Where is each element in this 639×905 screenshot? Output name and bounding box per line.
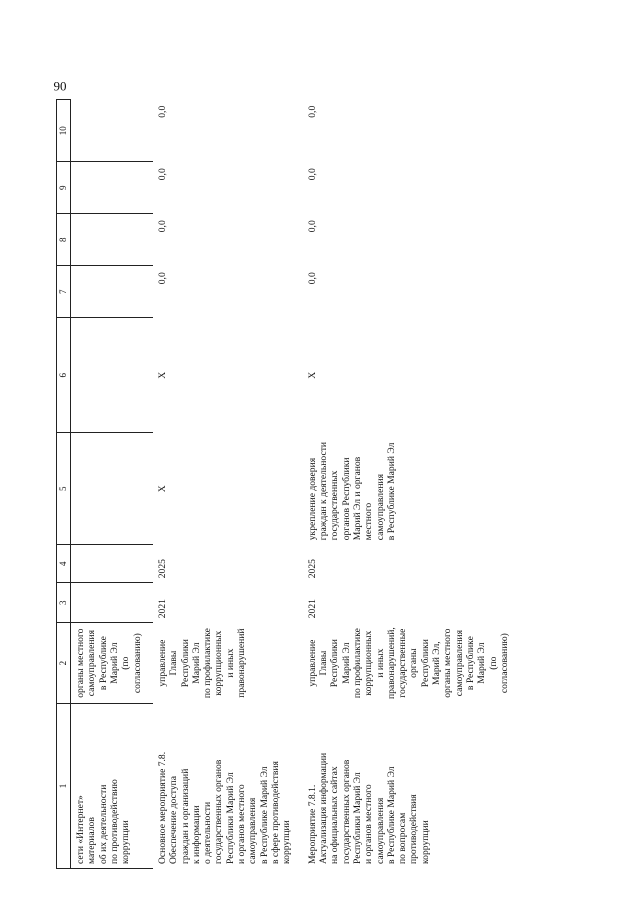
- value-col7: 0,0: [156, 272, 168, 285]
- table-row: [153, 100, 303, 869]
- column-header: 4: [57, 545, 71, 583]
- column-number-row: [57, 100, 71, 869]
- value-col9: [71, 162, 153, 214]
- expected-result: [71, 433, 153, 545]
- end-year: [71, 545, 153, 583]
- indicator: [71, 318, 153, 433]
- column-header: 1: [57, 704, 71, 869]
- responsible-executor: управление Главы Республики Марий Эл по профилактике коррупционных и иных правонарушений: [156, 628, 248, 699]
- column-header: 8: [57, 214, 71, 266]
- table-row: [71, 100, 153, 869]
- column-header: 2: [57, 623, 71, 704]
- expected-result: укрепление доверия граждан к деятельности государственных органов Республики Марий Эл и органов местного самоуправления в Республике Марий Эл: [306, 441, 397, 541]
- value-col8: 0,0: [156, 220, 168, 233]
- value-col10: [71, 100, 153, 162]
- value-col7: [71, 266, 153, 318]
- column-header: 9: [57, 162, 71, 214]
- value-col9: 0,0: [306, 168, 318, 181]
- responsible-executor: органы местного самоуправления в Республике Марий Эл (по согласованию): [71, 623, 153, 704]
- start-year: [71, 583, 153, 623]
- start-year: 2021: [306, 599, 318, 619]
- program-table: [56, 99, 520, 869]
- value-col8: [71, 214, 153, 266]
- column-header: 3: [57, 583, 71, 623]
- value-col10: 0,0: [156, 105, 168, 118]
- table-row: [303, 100, 521, 869]
- column-header: 7: [57, 266, 71, 318]
- column-header: 5: [57, 433, 71, 545]
- value-col10: 0,0: [306, 105, 318, 118]
- value-col7: 0,0: [306, 272, 318, 285]
- end-year: 2025: [156, 559, 168, 579]
- activity-name: Мероприятие 7.8.1. Актуализация информации на официальных сайтах государственных органов Республики Марий Эл и органов местного самоуправления в Республике Марий Эл по вопросам противодействия коррупции: [306, 752, 431, 864]
- page-number: 90: [53, 78, 67, 94]
- indicator: X: [156, 371, 168, 379]
- value-col8: 0,0: [306, 220, 318, 233]
- expected-result: X: [156, 485, 168, 493]
- start-year: 2021: [156, 599, 168, 619]
- activity-name: сети «Интернет» материалов об их деятельности по противодействию коррупции: [71, 704, 153, 869]
- value-col9: 0,0: [156, 168, 168, 181]
- activity-name: Основное мероприятие 7.8. Обеспечение доступа граждан и организаций к информации о деятельности государственных органов Республики Марий Эл и органов местного самоуправления в Республике Марий Эл в сфере противодействия коррупции: [156, 751, 293, 864]
- column-header: 6: [57, 318, 71, 433]
- indicator: X: [306, 371, 318, 379]
- responsible-executor: управление Главы Республики Марий Эл по профилактике коррупционных и иных правонарушений, государственные органы Республики Марий Эл, органы местного самоуправления в Республике Марий Эл (по согласованию): [306, 627, 510, 699]
- end-year: 2025: [306, 559, 318, 579]
- column-header: 10: [57, 100, 71, 162]
